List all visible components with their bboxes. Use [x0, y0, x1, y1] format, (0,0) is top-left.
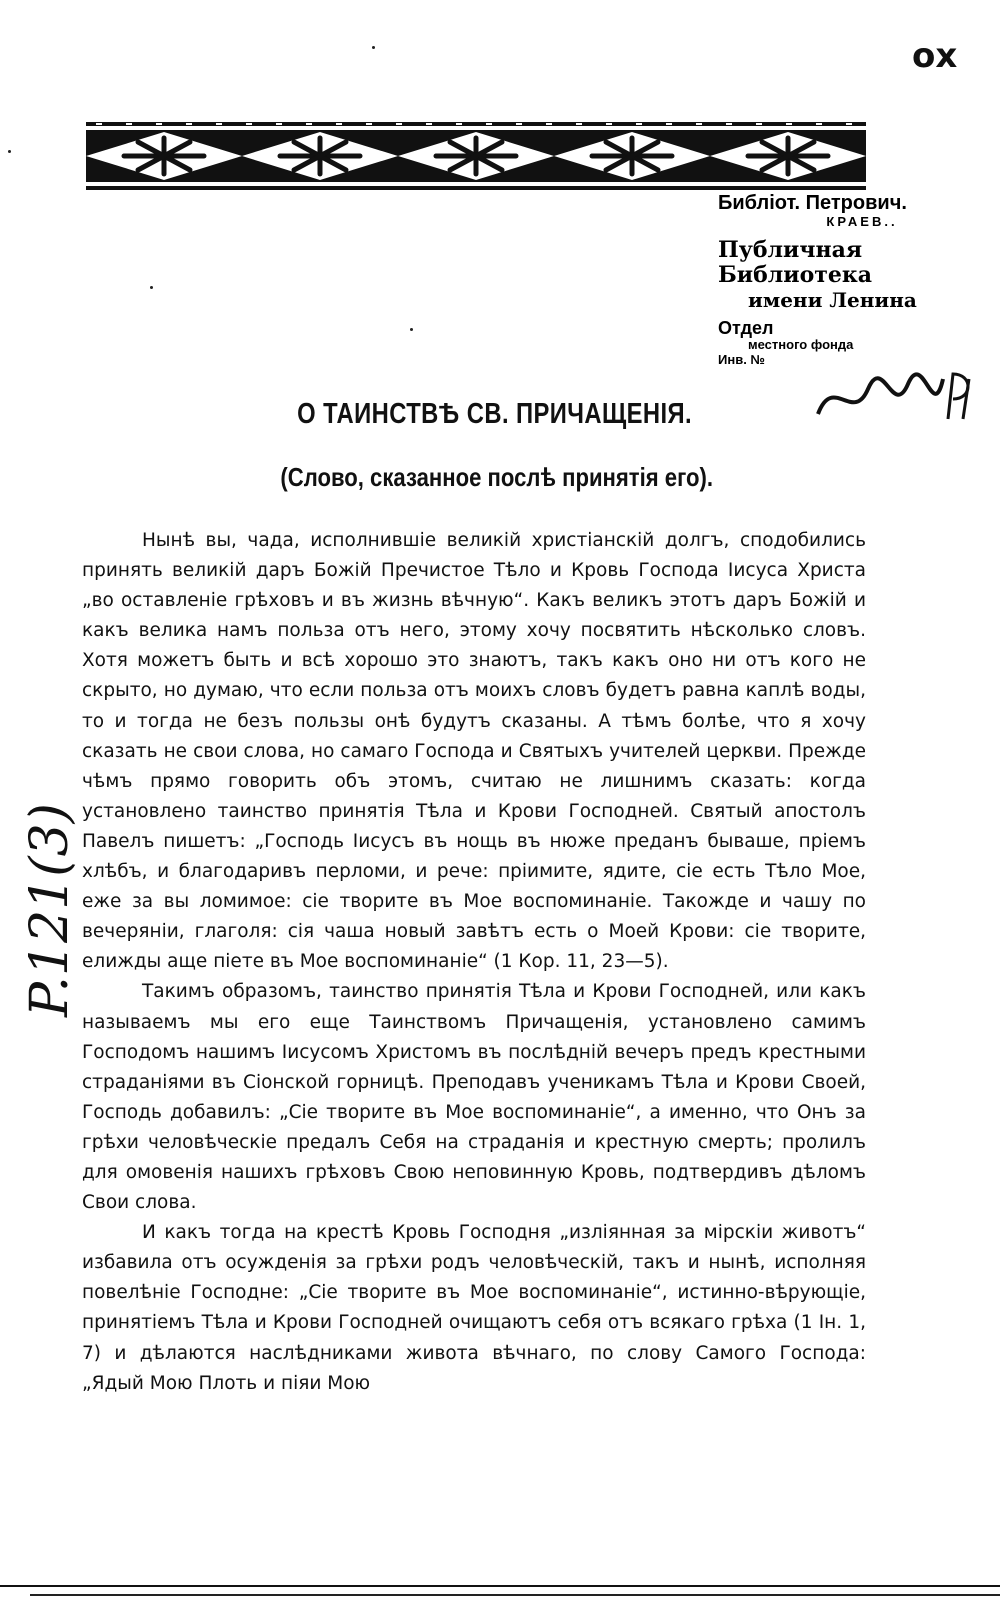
stamp-line-3: Публичная Библиотека — [718, 236, 873, 289]
page-title: О ТАИНСТВѢ СВ. ПРИЧАЩЕНІЯ. — [297, 398, 693, 430]
paragraph-3: И какъ тогда на крестѣ Кровь Господня „изліянная за мірскіи животъ“ избавила отъ осужденія за грѣхи родъ человѣческій, такъ и нынѣ, исполняя повелѣніе Господне: „Сіе творите въ Мое воспоминаніе“, истинно-вѣрующіе, принятіемъ Тѣла и Крови Господней очищаютъ себя отъ всякаго грѣха (1 Ін. 1, 7) и дѣлаются наслѣдниками живота вѣчнаго, по слову Самого Господа: „Ядый Мою Плоть и піяи Мою — [82, 1222, 866, 1394]
stamp-line-6: местного фонда — [748, 337, 854, 353]
scan-speck — [8, 150, 11, 153]
ornamental-header-band — [86, 120, 866, 192]
margin-call-number-text: P.121(3) — [20, 803, 80, 1017]
paragraph-2: Такимъ образомъ, таинство принятія Тѣла и Крови Господней, или какъ называемъ мы его еще Таинствомъ Причащенія, установлено самимъ Господомъ нашимъ Іисусомъ Христомъ въ послѣдній вечеръ предъ крестными страданіями въ Сіонской горницѣ. Преподавъ ученикамъ Тѣла и Крови Своей, Господь добавилъ: „Сіе творите въ Мое воспоминаніе“, а именно, что Онъ за грѣхи человѣческіе предалъ Себя на страданія и крестную смерть; пролилъ для омовенія нашихъ грѣховъ Свою неповинную Кровь, подтвердивъ дѣломъ Свои слова. — [82, 981, 866, 1214]
library-stamp — [718, 192, 976, 368]
paragraph-1: Нынѣ вы, чада, исполнившіе великій христіанскій долгъ, сподобились принять великій даръ Божій Пречистое Тѣло и Кровь Господа Іисуса Христа „во оставленіе грѣховъ и въ жизнь вѣчную“. Какъ великъ этотъ даръ Божій и какъ велика намъ польза отъ него, этому хочу посвятить нѣсколько словъ. Хотя можетъ быть и всѣ хорошо это знаютъ, такъ какъ оно ни отъ кого не скрыто, но думаю, что если польза отъ моихъ словъ будетъ равна каплѣ воды, то и тогда не безъ пользы онѣ будутъ сказаны. А тѣмъ болѣе, что я хочу сказать не свои слова, но самаго Господа и Святыхъ учителей церкви. Прежде чѣмъ прямо говорить объ этомъ, считаю не лишнимъ сказать: когда установлено таинство принятія Тѣла и Крови Господней. Святый апостолъ Павелъ пишетъ: „Господь Іисусъ въ нощь въ нюже преданъ бываше, пріемъ хлѣбъ, и благодаривъ перломи, и рече: пріимите, ядите, сіе есть Тѣло Мое, еже за вы ломимое: сіе творите въ Мое воспоминаніе. Такожде и чашу по вечеряніи, глаголя: сія чаша новый завѣтъ есть о Моей Крови: сіе творите, елижды аще піете въ Мое воспоминаніе“ (1 Кор. 11, 23—5). — [82, 530, 866, 973]
page-subtitle: (Слово, сказанное послѣ принятія его). — [280, 462, 713, 492]
scan-speck — [410, 328, 413, 331]
stamp-line-5: Отдел — [718, 317, 774, 338]
corner-handwritten-mark: ox — [912, 36, 958, 76]
stamp-line-4: имени Ленина — [748, 287, 917, 312]
bottom-rule-secondary — [30, 1594, 1000, 1596]
scan-speck — [150, 286, 153, 289]
scan-speck — [372, 46, 375, 49]
bottom-rule — [0, 1585, 1000, 1587]
margin-call-number — [10, 800, 90, 1020]
body-text — [82, 526, 866, 1399]
stamp-line-7: Инв. № — [718, 352, 765, 368]
stamp-line-1: Библіот. Петрович. — [718, 192, 907, 214]
stamp-line-2: КРАЕВ.. — [826, 214, 898, 229]
